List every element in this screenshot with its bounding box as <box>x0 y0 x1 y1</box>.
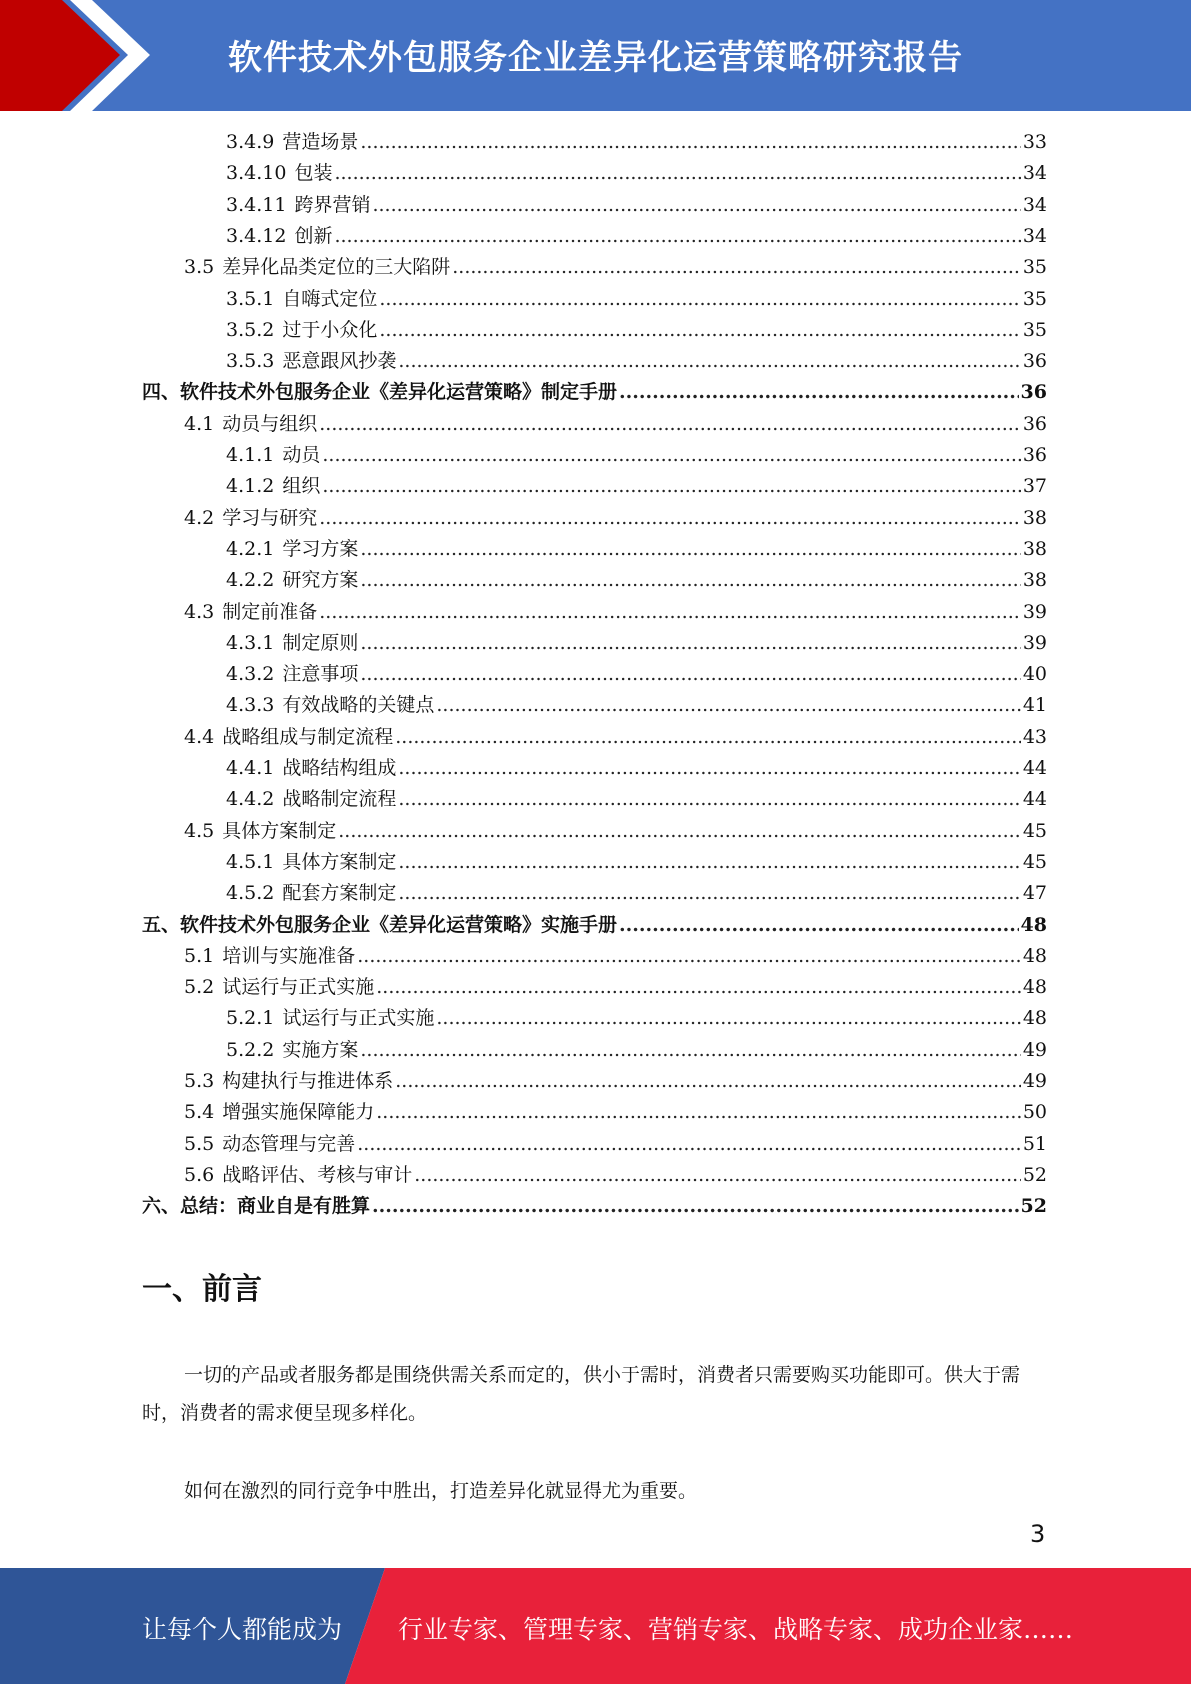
toc-entry-number: 4.5.2 <box>226 882 275 905</box>
toc-dot-leader <box>322 475 1020 497</box>
toc-entry-title: 战略结构组成 <box>282 757 397 779</box>
toc-dot-leader <box>319 413 1021 435</box>
toc-entry-title: 注意事项 <box>282 663 359 686</box>
toc-dot-leader <box>376 976 1021 998</box>
toc-entry-number: 4.2 <box>184 506 215 529</box>
toc-entry-page: 37 <box>1022 475 1047 498</box>
toc-entry-page: 35 <box>1022 256 1047 279</box>
toc-dot-leader <box>379 319 1020 341</box>
toc-dot-leader <box>372 1195 1019 1217</box>
toc-entry[interactable] <box>184 816 1047 847</box>
toc-entry-page: 38 <box>1022 506 1047 529</box>
toc-entry-page: 48 <box>1022 1007 1047 1030</box>
toc-dot-leader <box>376 1101 1021 1123</box>
toc-entry-title: 总结：商业自是有胜算 <box>180 1195 371 1218</box>
toc-entry-number: 4.3.1 <box>226 631 275 654</box>
toc-entry-page: 39 <box>1022 600 1047 623</box>
toc-entry-number: 4.1 <box>184 412 215 435</box>
toc-entry-page: 34 <box>1022 193 1047 216</box>
toc-entry-number: 5.4 <box>184 1101 215 1124</box>
toc-dot-leader <box>395 726 1021 748</box>
toc-entry-page: 36 <box>1022 412 1047 435</box>
toc-entry-title: 动员 <box>282 444 321 466</box>
toc-entry-title: 自嗨式定位 <box>282 287 378 310</box>
toc-dot-leader <box>334 225 1020 247</box>
toc-entry-page: 45 <box>1022 850 1047 873</box>
toc-entry-title: 包装 <box>294 162 333 185</box>
toc-entry-title: 学习方案 <box>282 537 359 560</box>
footer-slogan-left: 让每个人都能成为 <box>142 1615 343 1644</box>
toc-entry[interactable] <box>226 284 1047 315</box>
toc-entry-number: 3.4.9 <box>226 131 275 153</box>
toc-entry-page: 45 <box>1022 819 1047 842</box>
toc-dot-leader <box>395 1070 1021 1092</box>
toc-entry-title: 实施方案 <box>282 1038 359 1061</box>
toc-entry-number: 3.5 <box>184 256 215 279</box>
toc-entry-number: 4.5 <box>184 819 215 842</box>
toc-entry[interactable] <box>226 440 1047 471</box>
report-title: 软件技术外包服务企业差异化运营策略研究报告 <box>228 38 963 78</box>
toc-entry[interactable] <box>226 878 1047 909</box>
toc-entry[interactable] <box>184 503 1047 534</box>
toc-dot-leader <box>379 288 1020 310</box>
toc-entry-number: 4.3.3 <box>226 694 275 717</box>
toc-entry-title: 试运行与正式实施 <box>222 976 375 999</box>
toc-dot-leader <box>360 632 1020 654</box>
toc-dot-leader <box>360 663 1020 685</box>
toc-entry-number: 3.5.3 <box>226 350 275 373</box>
toc-entry-page: 48 <box>1020 913 1047 936</box>
toc-entry-number: 5.1 <box>184 944 215 967</box>
toc-dot-leader <box>414 1164 1021 1186</box>
section-heading: 一、前言 <box>142 1272 262 1307</box>
toc-entry[interactable] <box>184 1097 1047 1128</box>
toc-entry-title: 动态管理与完善 <box>222 1132 356 1155</box>
toc-entry[interactable] <box>226 534 1047 565</box>
toc-dot-leader <box>398 882 1020 904</box>
toc-entry[interactable] <box>226 565 1047 596</box>
toc-entry-page: 43 <box>1022 725 1047 748</box>
toc-entry-title: 培训与实施准备 <box>222 944 356 967</box>
toc-entry-page: 49 <box>1022 1038 1047 1061</box>
toc-dot-leader <box>398 788 1020 810</box>
toc-entry[interactable] <box>184 972 1047 1003</box>
toc-entry-title: 营造场景 <box>282 131 359 153</box>
toc-entry[interactable] <box>226 346 1047 377</box>
toc-entry[interactable] <box>226 690 1047 721</box>
toc-entry-number: 五、 <box>142 913 181 936</box>
toc-dot-leader <box>372 194 1020 216</box>
toc-entry-number: 4.4.1 <box>226 757 275 779</box>
toc-entry-page: 50 <box>1022 1101 1047 1124</box>
toc-entry-title: 配套方案制定 <box>282 882 397 905</box>
toc-entry[interactable] <box>226 847 1047 878</box>
toc-entry[interactable] <box>226 190 1047 221</box>
toc-entry-number: 5.2.2 <box>226 1038 275 1061</box>
toc-entry-page: 49 <box>1022 1070 1047 1092</box>
toc-entry-page: 41 <box>1022 694 1047 717</box>
toc-entry-page: 47 <box>1022 882 1047 905</box>
toc-entry[interactable] <box>226 127 1047 158</box>
toc-entry-title: 软件技术外包服务企业《差异化运营策略》实施手册 <box>180 913 618 936</box>
toc-dot-leader <box>360 569 1020 591</box>
toc-dot-leader <box>319 507 1021 529</box>
toc-dot-leader <box>398 851 1020 873</box>
toc-entry-title: 恶意跟风抄袭 <box>282 350 397 373</box>
toc-entry-title: 学习与研究 <box>222 506 318 529</box>
toc-entry-number: 4.1.2 <box>226 475 275 498</box>
toc-entry[interactable] <box>184 252 1047 283</box>
toc-entry-title: 过于小众化 <box>282 318 378 341</box>
toc-dot-leader <box>360 538 1020 560</box>
toc-dot-leader <box>338 820 1021 842</box>
toc-entry-number: 5.3 <box>184 1070 215 1092</box>
toc-entry[interactable] <box>184 1129 1047 1160</box>
toc-entry[interactable] <box>184 1066 1047 1097</box>
toc-entry-page: 40 <box>1022 663 1047 686</box>
toc-entry-number: 4.4.2 <box>226 788 275 811</box>
toc-entry-title: 动员与组织 <box>222 412 318 435</box>
toc-entry[interactable] <box>142 377 1047 408</box>
toc-entry-page: 44 <box>1022 757 1047 779</box>
toc-entry-page: 38 <box>1022 569 1047 592</box>
toc-entry-title: 研究方案 <box>282 569 359 592</box>
toc-entry-title: 差异化品类定位的三大陷阱 <box>222 256 451 279</box>
toc-entry-title: 具体方案制定 <box>222 819 337 842</box>
toc-entry-number: 3.5.1 <box>226 287 275 310</box>
toc-dot-leader <box>334 162 1020 184</box>
toc-entry-page: 52 <box>1020 1195 1047 1218</box>
toc-entry[interactable] <box>142 910 1047 941</box>
toc-entry-number: 5.6 <box>184 1163 215 1186</box>
toc-entry-page: 36 <box>1020 381 1047 404</box>
toc-dot-leader <box>319 601 1021 623</box>
toc-dot-leader <box>357 1133 1021 1155</box>
toc-entry[interactable] <box>184 1160 1047 1191</box>
toc-entry[interactable] <box>226 221 1047 252</box>
toc-entry-page: 39 <box>1022 631 1047 654</box>
toc-entry-page: 51 <box>1022 1132 1047 1155</box>
body-paragraph: 如何在激烈的同行竞争中胜出，打造差异化就显得尤为重要。 <box>184 1480 698 1502</box>
toc-dot-leader <box>452 256 1021 278</box>
toc-dot-leader <box>357 945 1021 967</box>
toc-entry-title: 组织 <box>282 475 321 498</box>
toc-entry[interactable] <box>226 1003 1047 1034</box>
toc-entry[interactable] <box>226 659 1047 690</box>
toc-entry[interactable] <box>142 1191 1047 1222</box>
toc-entry-page: 48 <box>1022 976 1047 999</box>
toc-entry-number: 3.5.2 <box>226 318 275 341</box>
toc-entry-number: 4.2.1 <box>226 537 275 560</box>
toc-entry-number: 四、 <box>142 381 181 404</box>
toc-entry-number: 5.2 <box>184 976 215 999</box>
toc-entry[interactable] <box>226 471 1047 502</box>
toc-entry-title: 战略组成与制定流程 <box>222 725 394 748</box>
toc-entry-title: 创新 <box>294 224 333 247</box>
toc-dot-leader <box>398 350 1020 372</box>
page-header <box>0 0 1191 111</box>
toc-entry[interactable] <box>226 158 1047 189</box>
footer-slogan-right: 行业专家、管理专家、营销专家、战略专家、成功企业家…… <box>398 1615 1074 1644</box>
toc-entry-page: 36 <box>1022 350 1047 373</box>
toc-entry[interactable] <box>184 409 1047 440</box>
toc-entry-number: 5.5 <box>184 1132 215 1155</box>
toc-entry-title: 制定原则 <box>282 631 359 654</box>
toc-entry-title: 制定前准备 <box>222 600 318 623</box>
toc-entry-page: 34 <box>1022 162 1047 185</box>
toc-dot-leader <box>436 694 1020 716</box>
toc-entry[interactable] <box>184 597 1047 628</box>
toc-entry-page: 36 <box>1022 444 1047 466</box>
toc-entry-page: 34 <box>1022 224 1047 247</box>
toc-entry-number: 4.2.2 <box>226 569 275 592</box>
toc-entry-title: 软件技术外包服务企业《差异化运营策略》制定手册 <box>180 381 618 404</box>
toc-entry[interactable] <box>226 784 1047 815</box>
toc-dot-leader <box>398 757 1020 779</box>
toc-entry-title: 战略制定流程 <box>282 788 397 811</box>
toc-entry-title: 有效战略的关键点 <box>282 694 435 717</box>
toc-entry-title: 战略评估、考核与审计 <box>222 1163 413 1186</box>
toc-entry[interactable] <box>226 315 1047 346</box>
body-paragraph: 一切的产品或者服务都是围绕供需关系而定的，供小于需时，消费者只需要购买功能即可。供大于需时，消费者的需求便呈现多样化。 <box>142 1364 1021 1424</box>
toc-entry[interactable] <box>226 1035 1047 1066</box>
toc-entry-page: 33 <box>1022 131 1047 153</box>
toc-entry[interactable] <box>226 628 1047 659</box>
toc-entry[interactable] <box>184 941 1047 972</box>
toc-entry-number: 4.4 <box>184 725 215 748</box>
toc-entry-page: 52 <box>1022 1163 1047 1186</box>
page-number: 3 <box>1030 1520 1046 1548</box>
toc-entry-number: 4.3 <box>184 600 215 623</box>
toc-entry-number: 3.4.11 <box>226 193 287 216</box>
toc-entry-page: 35 <box>1022 287 1047 310</box>
toc-entry-number: 六、 <box>142 1195 181 1218</box>
toc-dot-leader <box>619 381 1019 403</box>
toc-entry-number: 4.3.2 <box>226 663 275 686</box>
toc-entry-page: 38 <box>1022 537 1047 560</box>
page-footer <box>0 1568 1191 1684</box>
toc-dot-leader <box>360 1039 1020 1061</box>
toc-entry-page: 35 <box>1022 318 1047 341</box>
toc-entry-number: 4.5.1 <box>226 850 275 873</box>
toc-entry[interactable] <box>184 722 1047 753</box>
toc-entry-page: 44 <box>1022 788 1047 811</box>
toc-entry-number: 4.1.1 <box>226 444 275 466</box>
toc-entry-title: 具体方案制定 <box>282 850 397 873</box>
toc-entry-number: 5.2.1 <box>226 1007 275 1030</box>
toc-entry-title: 增强实施保障能力 <box>222 1101 375 1124</box>
toc-entry-title: 试运行与正式实施 <box>282 1007 435 1030</box>
toc-entry-page: 48 <box>1022 944 1047 967</box>
toc-entry-number: 3.4.12 <box>226 224 287 247</box>
toc-entry-number: 3.4.10 <box>226 162 287 185</box>
toc-dot-leader <box>360 131 1020 153</box>
toc-dot-leader <box>436 1007 1020 1029</box>
toc-entry-title: 构建执行与推进体系 <box>222 1070 394 1092</box>
toc-entry-title: 跨界营销 <box>294 193 371 216</box>
toc-dot-leader <box>322 444 1020 466</box>
toc-dot-leader <box>619 914 1019 936</box>
header-red-arrow-graphic <box>0 0 150 111</box>
toc-entry[interactable] <box>226 753 1047 784</box>
